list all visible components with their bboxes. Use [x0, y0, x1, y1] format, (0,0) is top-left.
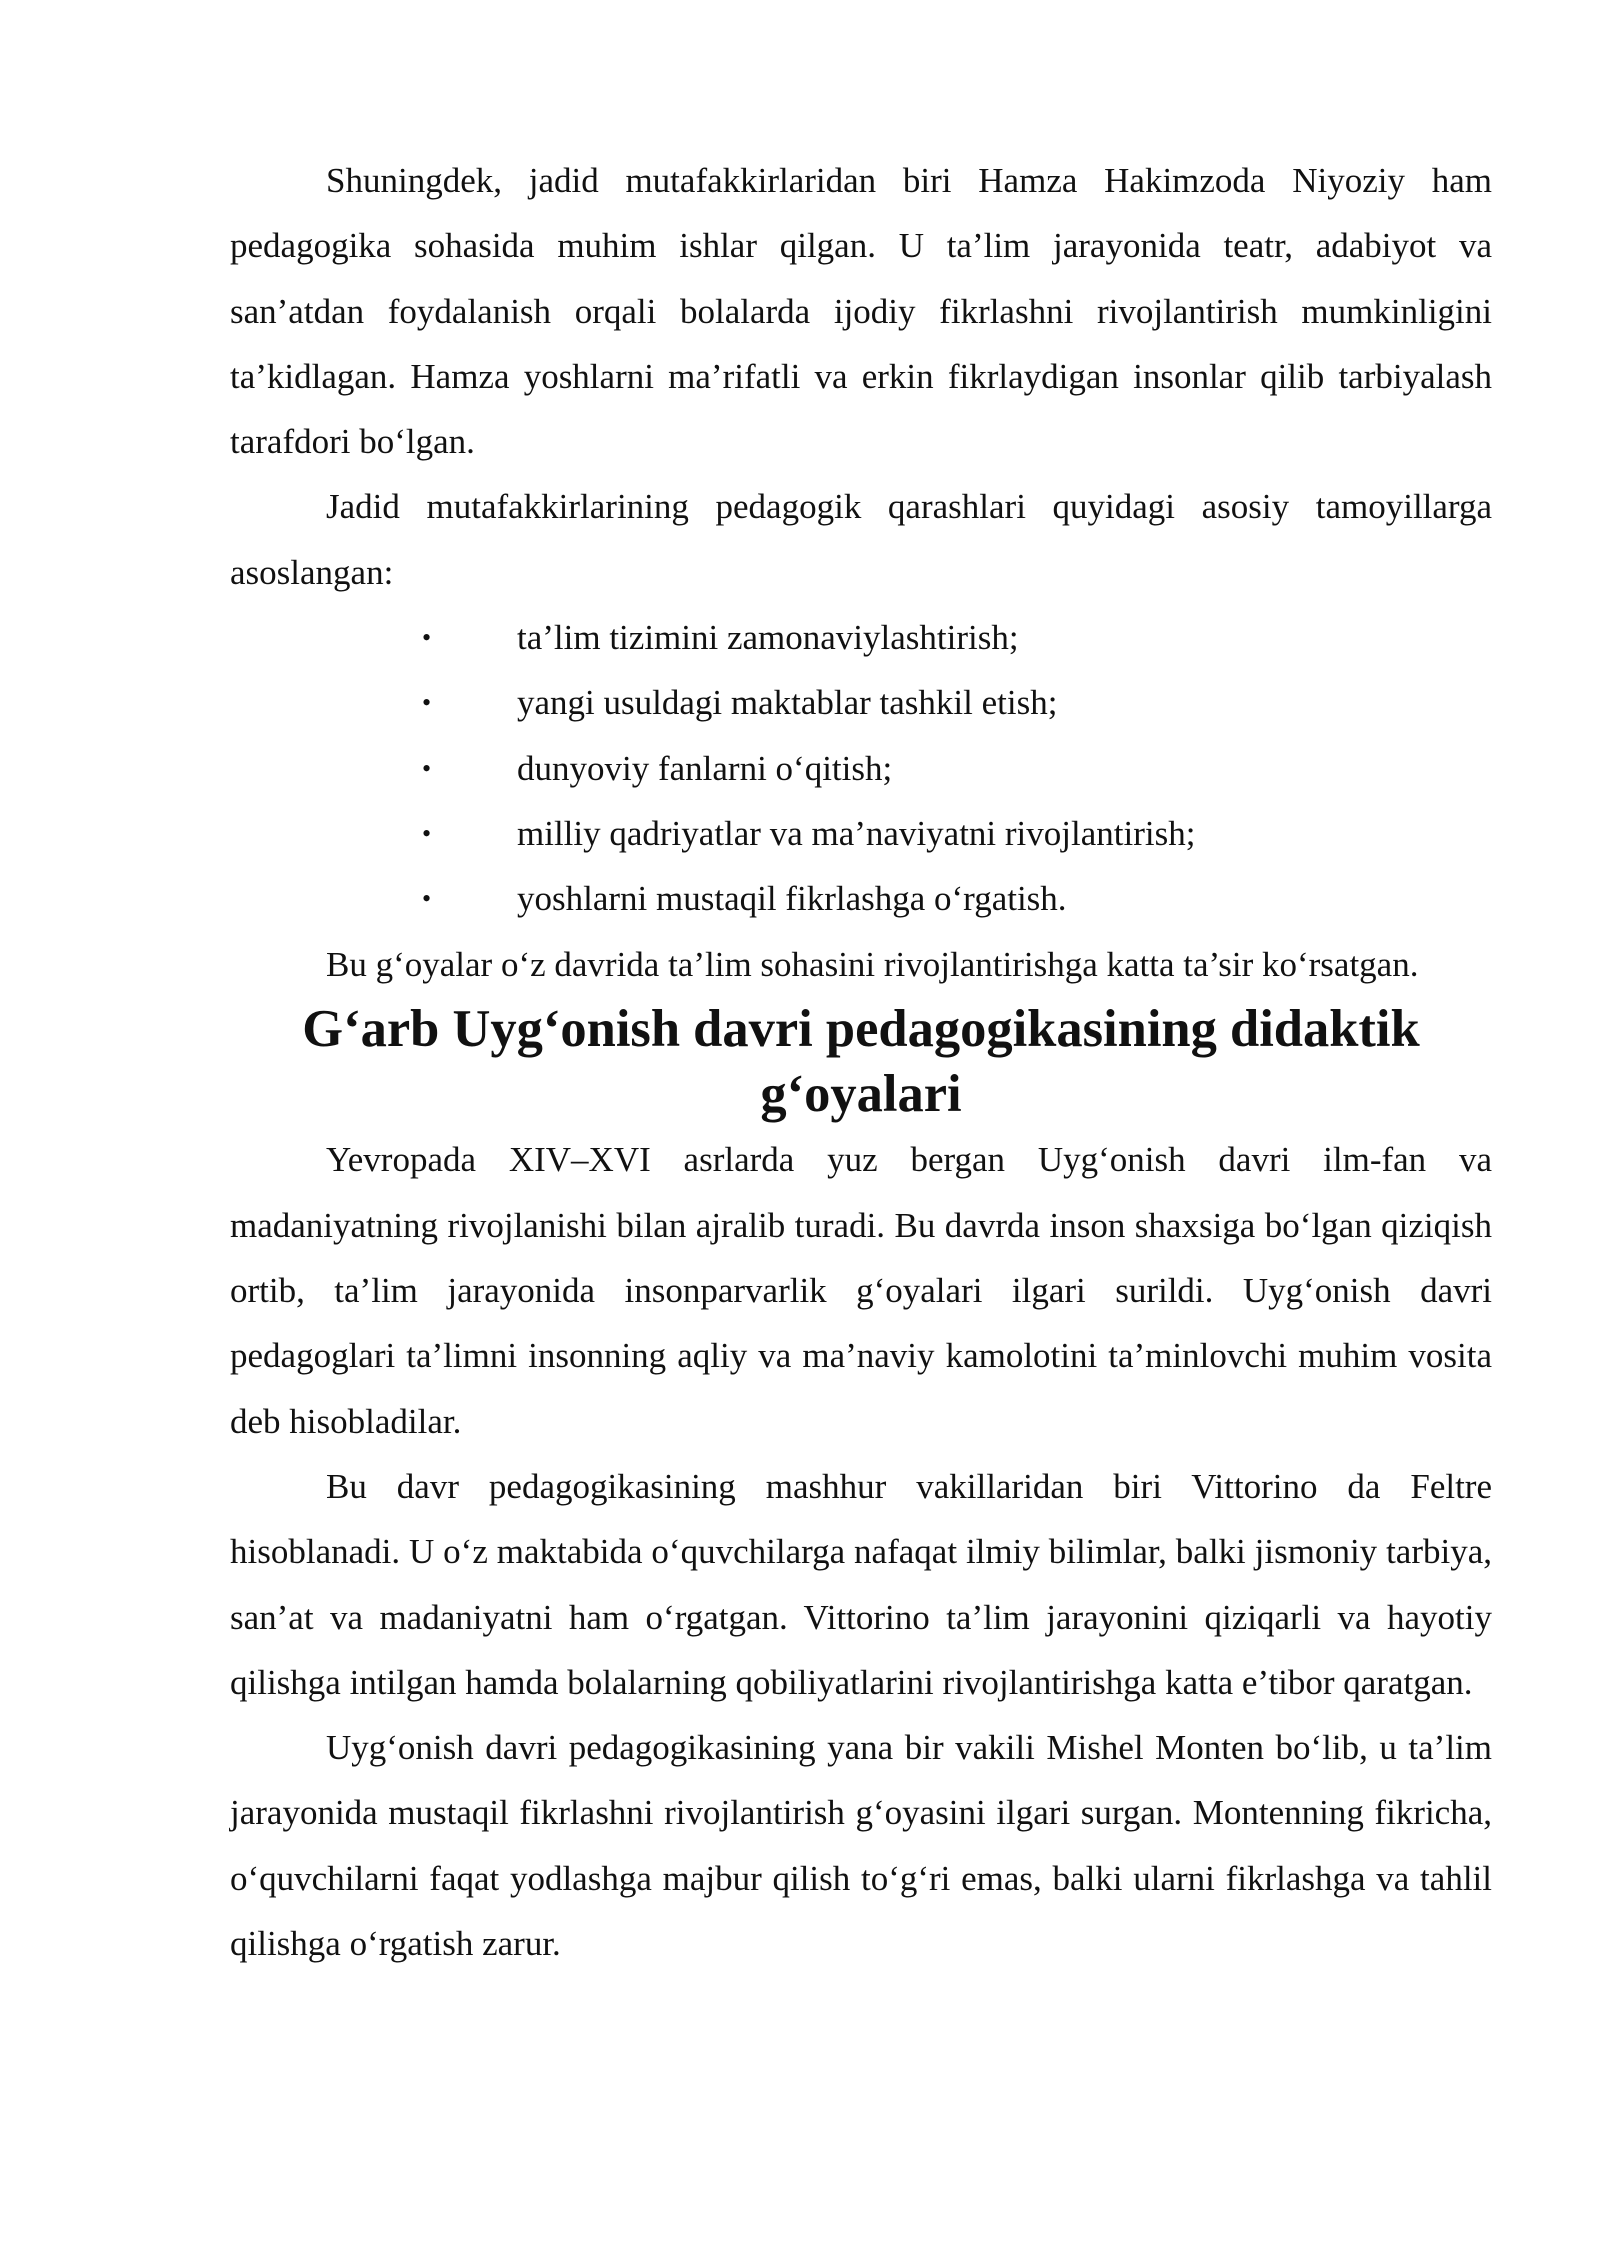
paragraph-jadid-principles: Jadid mutafakkirlarining pedagogik qarashlari quyidagi asosiy tamoyillarga asoslangan: — [230, 487, 1492, 592]
bullet-icon: • — [422, 753, 432, 783]
list-item-text: milliy qadriyatlar va ma’naviyatni rivojlantirish; — [517, 813, 1196, 853]
document-page — [230, 148, 1492, 1976]
bullet-icon: • — [422, 688, 432, 718]
paragraph-montaigne: Uyg‘onish davri pedagogikasining yana bir vakili Mishel Monten bo‘lib, u ta’lim jarayonida mustaqil fikrlashni rivojlantirish g‘oyasini ilgari surgan. Montenning fikricha, o‘quvchilarni faqat yodlashga majbur qilish to‘g‘ri emas, balki ularni fikrlashga va tahlil qilishga o‘rgatish zarur. — [230, 1728, 1492, 1964]
bullet-icon: • — [422, 818, 432, 848]
list-item-text: dunyoviy fanlarni o‘qitish; — [517, 748, 893, 788]
bullet-icon: • — [422, 884, 432, 914]
paragraph-vittorino: Bu davr pedagogikasining mashhur vakillaridan biri Vittorino da Feltre hisoblanadi. U o‘z maktabida o‘quvchilarga nafaqat ilmiy bilimlar, balki jismoniy tarbiya, san’at va madaniyatni ham o‘rgatgan. Vittorino ta’lim jarayonini qiziqarli va hayotiy qilishga intilgan hamda bolalarning qobiliyatlarini rivojlantirishga katta e’tibor qaratgan. — [230, 1466, 1492, 1702]
paragraph-renaissance: Yevropada XIV–XVI asrlarda yuz bergan Uyg‘onish davri ilm-fan va madaniyatning rivojlanishi bilan ajralib turadi. Bu davrda inson shaxsiga bo‘lgan qiziqish ortib, ta’lim jarayonida insonparvarlik g‘oyalari ilgari surildi. Uyg‘onish davri pedagoglari ta’limni insonning aqliy va ma’naviy kamolotini ta’minlovchi muhim vosita deb hisobladilar. — [230, 1140, 1492, 1441]
list-item — [230, 866, 1492, 931]
paragraph-influence: Bu g‘oyalar o‘z davrida ta’lim sohasini rivojlantirishga katta ta’sir ko‘rsatgan. — [326, 944, 1419, 984]
list-item — [230, 670, 1492, 735]
list-item-text: yangi usuldagi maktablar tashkil etish; — [517, 683, 1058, 723]
bullet-icon: • — [422, 623, 432, 653]
paragraph-hamza: Shuningdek, jadid mutafakkirlaridan biri Hamza Hakimzoda Niyoziy ham pedagogika sohasida muhim ishlar qilgan. U ta’lim jarayonida teatr, adabiyot va san’atdan foydalanish orqali bolalarda ijodiy fikrlashni rivojlantirish mumkinligini ta’kidlagan. Hamza yoshlarni ma’rifatli va erkin fikrlaydigan insonlar qilib tarbiyalash tarafdori bo‘lgan. — [230, 161, 1492, 462]
principles-list — [230, 605, 1492, 931]
list-item — [230, 605, 1492, 670]
list-item — [230, 736, 1492, 801]
list-item — [230, 801, 1492, 866]
list-item-text: yoshlarni mustaqil fikrlashga o‘rgatish. — [517, 879, 1067, 919]
section-heading: G‘arb Uyg‘onish davri pedagogikasining didaktik g‘oyalari — [302, 999, 1420, 1124]
list-item-text: ta’lim tizimini zamonaviylashtirish; — [517, 618, 1019, 658]
